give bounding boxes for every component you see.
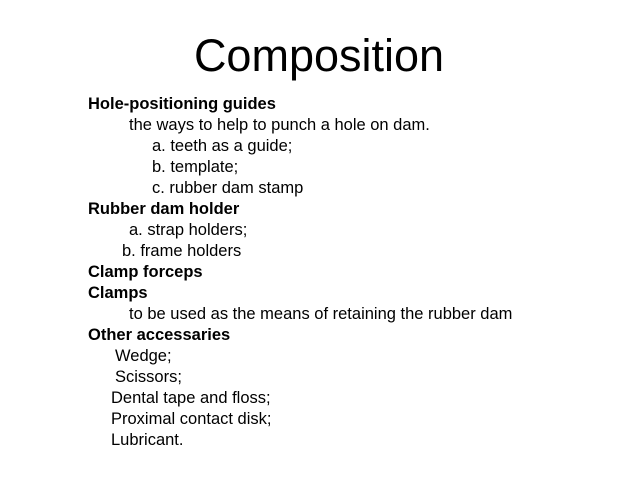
holder-item-strap: a. strap holders; — [129, 221, 248, 239]
heading-clamp-forceps: Clamp forceps — [88, 263, 203, 281]
hole-guide-item-teeth: a. teeth as a guide; — [152, 137, 293, 155]
hole-guide-item-stamp: c. rubber dam stamp — [152, 179, 304, 197]
hole-guide-item-template: b. template; — [152, 158, 239, 176]
heading-rubber-dam-holder: Rubber dam holder — [88, 200, 240, 218]
slide-title: Composition — [193, 30, 445, 81]
heading-hole-positioning-guides: Hole-positioning guides — [88, 95, 276, 113]
accessory-item-dental-tape: Dental tape and floss; — [111, 389, 271, 407]
accessory-item-proximal-disk: Proximal contact disk; — [111, 410, 272, 428]
clamps-description: to be used as the means of retaining the rubber dam — [129, 305, 513, 323]
heading-clamps: Clamps — [88, 284, 148, 302]
accessory-item-scissors: Scissors; — [115, 368, 182, 386]
holder-item-frame: b. frame holders — [122, 242, 242, 260]
hole-guides-description: the ways to help to punch a hole on dam. — [129, 116, 430, 134]
accessory-item-wedge: Wedge; — [115, 347, 172, 365]
heading-other-accessaries: Other accessaries — [88, 326, 231, 344]
accessory-item-lubricant: Lubricant. — [111, 431, 184, 449]
